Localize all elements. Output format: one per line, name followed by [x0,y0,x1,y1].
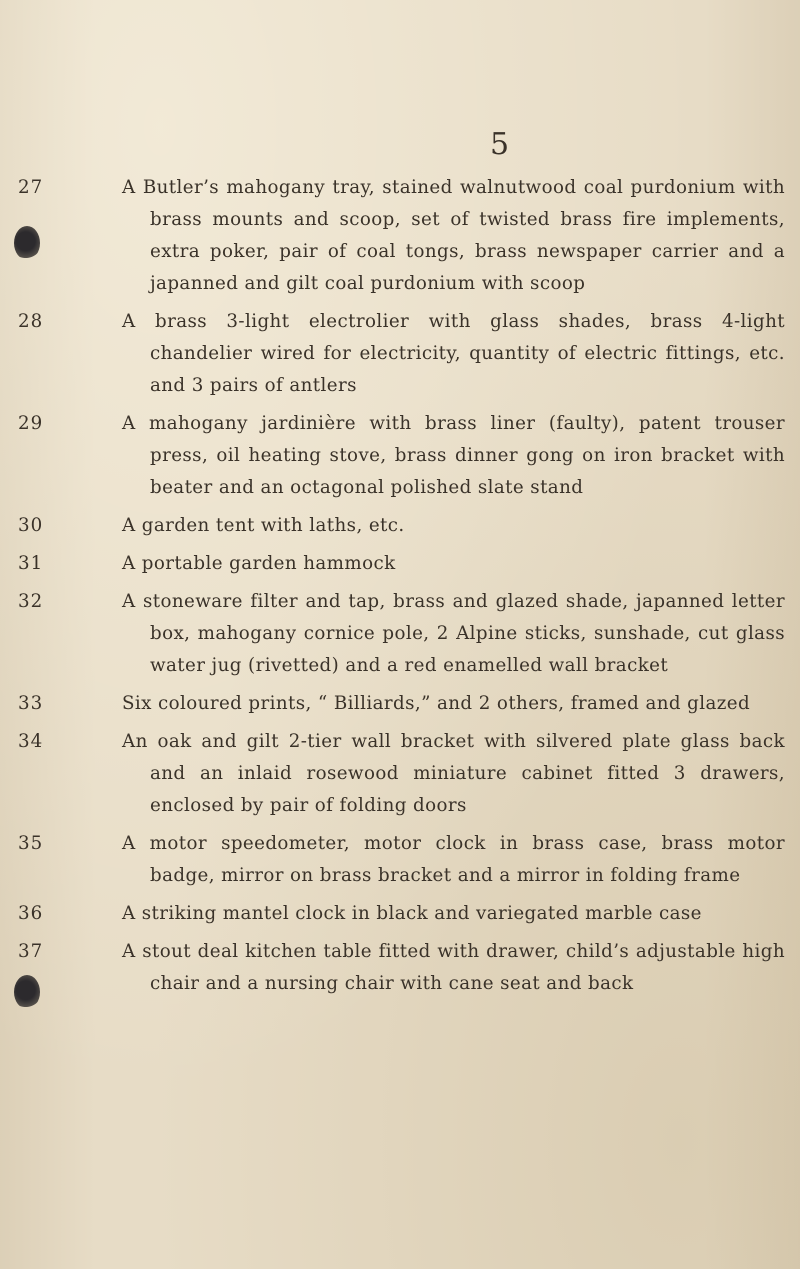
lot-entry [18,936,785,1000]
lot-entry [18,510,785,542]
punch-hole-top [14,226,40,260]
lot-description: A stoneware filter and tap, brass and glazed shade, japanned letter box, mahogany cornice pole, 2 Alpine sticks, sunshade, cut glass water jug (rivetted) and a red enamelled wall bracket [122,591,785,676]
lot-number: 31 [18,553,44,574]
lot-entry [18,408,785,504]
lot-entry [18,898,785,930]
lot-description: A portable garden hammock [122,553,396,574]
lot-description: A striking mantel clock in black and variegated marble case [122,903,702,924]
lot-number: 30 [18,515,44,536]
lot-number: 34 [18,731,44,752]
lot-description: A mahogany jardinière with brass liner (faulty), patent trouser press, oil heating stove, brass dinner gong on iron bracket with beater and an octagonal polished slate stand [122,413,785,498]
lot-description: A stout deal kitchen table fitted with drawer, child’s adjustable high chair and a nursing chair with cane seat and back [122,941,785,994]
lot-entry [18,726,785,822]
page-number: 5 [490,127,510,162]
lot-entry [18,548,785,580]
lot-number: 35 [18,833,44,854]
lot-number: 28 [18,311,44,332]
lot-description: An oak and gilt 2-tier wall bracket with silvered plate glass back and an inlaid rosewood miniature cabinet fitted 3 drawers, enclosed by pair of folding doors [122,731,785,816]
lot-number: 37 [18,941,44,962]
lot-entry [18,586,785,682]
lot-description: A Butler’s mahogany tray, stained walnutwood coal purdonium with brass mounts and scoop, set of twisted brass fire implements, extra poker, pair of coal tongs, brass newspaper carrier and a japanned and gilt coal purdonium with scoop [122,177,785,294]
lot-entry [18,172,785,300]
lot-entry [18,828,785,892]
lot-number: 33 [18,693,44,714]
lot-description: A motor speedometer, motor clock in brass case, brass motor badge, mirror on brass bracket and a mirror in folding frame [122,833,785,886]
lot-description: A brass 3-light electrolier with glass shades, brass 4-light chandelier wired for electricity, quantity of electric fittings, etc. and 3 pairs of antlers [122,311,785,396]
lot-number: 27 [18,177,44,198]
lot-entry [18,688,785,720]
lot-description: Six coloured prints, “ Billiards,” and 2 others, framed and glazed [122,693,751,714]
lot-number: 29 [18,413,44,434]
lot-entry [18,306,785,402]
lot-description: A garden tent with laths, etc. [122,515,405,536]
punch-hole-bottom [14,975,40,1009]
lot-number: 36 [18,903,44,924]
lot-number: 32 [18,591,44,612]
